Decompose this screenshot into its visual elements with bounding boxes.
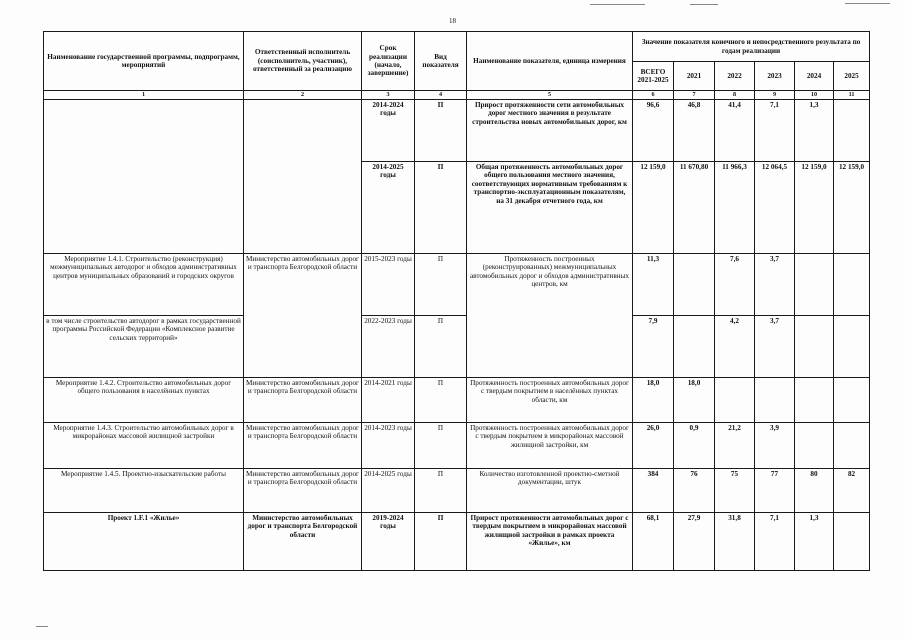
value-2024: 1,3 [795, 100, 834, 162]
row-indicator: Протяженность построенных автомобильных дорог с твердым покрытием в населённых пунктах области, км [467, 378, 633, 423]
column-number: 3 [362, 91, 415, 100]
row-name: Мероприятие 1.4.2. Строительство автомобильных дорог общего пользования в населённых пунктах [44, 378, 244, 423]
row-kind: П [415, 469, 467, 513]
row-term: 2014-2025 годы [362, 162, 415, 254]
row-kind: П [415, 162, 467, 254]
value-2024: 1,3 [795, 513, 834, 571]
row-indicator: Общая протяженность автомобильных дорог общего пользования местного значения, соответствующих нормативным требованиям к транспортно-эксплуатационным показателям, на 31 декабря отчетного года, км [467, 162, 633, 254]
row-kind: П [415, 254, 467, 316]
value-2022: 7,6 [715, 254, 755, 316]
row-name: Мероприятие 1.4.3. Строительство автомобильных дорог в микрорайонах массовой жилищной застройки [44, 423, 244, 469]
header-year: 2025 [834, 62, 870, 91]
row-name: Мероприятие 1.4.1. Строительство (реконструкция) межмуниципальных автодорог и обходов административных центров муниципальных образований и городских округов [44, 254, 244, 316]
row-indicator: Протяженность построенных (реконструированных) межмуниципальных автомобильных дорог и обходов административных центров, км [467, 254, 633, 378]
row-term: 2022-2023 годы [362, 316, 415, 378]
row-executor: Министерство автомобильных дорог и транспорта Белгородской области [244, 469, 362, 513]
row-term: 2014-2021 годы [362, 378, 415, 423]
value-2022: 41,4 [715, 100, 755, 162]
row-indicator: Протяженность построенных автомобильных дорог с твердым покрытием в микрорайонах массовой жилищной застройки, км [467, 423, 633, 469]
row-term: 2014-2023 годы [362, 423, 415, 469]
scan-mark [845, 3, 890, 4]
row-kind: П [415, 316, 467, 378]
value-2022: 31,8 [715, 513, 755, 571]
column-number: 8 [715, 91, 755, 100]
row-kind: П [415, 378, 467, 423]
value-2022: 4,2 [715, 316, 755, 378]
column-number: 10 [795, 91, 834, 100]
header-year: 2024 [795, 62, 834, 91]
column-number: 5 [467, 91, 633, 100]
row-name: в том числе строительство автодорог в рамках государственной программы Российской Федерации «Комплексное развитие сельских территорий» [44, 316, 244, 378]
row-name [44, 100, 244, 254]
column-number: 2 [244, 91, 362, 100]
row-name: Мероприятие 1.4.5. Проектно-изыскательские работы [44, 469, 244, 513]
value-2022: 75 [715, 469, 755, 513]
value-2021: 76 [674, 469, 715, 513]
page-number: 18 [449, 17, 456, 25]
value-total: 68,1 [633, 513, 674, 571]
value-2023: 3,9 [755, 423, 795, 469]
header-year: 2022 [715, 62, 755, 91]
value-2024 [795, 316, 834, 378]
column-number: 7 [674, 91, 715, 100]
value-2024 [795, 378, 834, 423]
value-2023: 7,1 [755, 513, 795, 571]
header-kind: Вид показателя [415, 32, 467, 91]
row-indicator: Прирост протяженности сети автомобильных дорог местного значения в результате строительства новых автомобильных дорог, км [467, 100, 633, 162]
row-kind: П [415, 100, 467, 162]
value-2021: 0,9 [674, 423, 715, 469]
row-executor: Министерство автомобильных дорог и транспорта Белгородской области [244, 254, 362, 378]
header-year: 2023 [755, 62, 795, 91]
value-total: 26,0 [633, 423, 674, 469]
header-indicator: Наименование показателя, единица измерения [467, 32, 633, 91]
row-executor: Министерство автомобильных дорог и транспорта Белгородской области [244, 378, 362, 423]
value-2025 [834, 423, 870, 469]
header-name: Наименование государственной программы, подпрограмм, мероприятий [44, 32, 244, 91]
row-executor: Министерство автомобильных дорог и транспорта Белгородской области [244, 423, 362, 469]
column-number: 9 [755, 91, 795, 100]
column-number: 11 [834, 91, 870, 100]
value-2025 [834, 513, 870, 571]
value-2025 [834, 100, 870, 162]
value-2024 [795, 423, 834, 469]
row-indicator: Прирост протяженности автомобильных дорог с твердым покрытием в микрорайонах массовой жилищной застройки в рамках проекта «Жилье», км [467, 513, 633, 571]
row-name: Проект 1.F.1 «Жилье» [44, 513, 244, 571]
value-total: 11,3 [633, 254, 674, 316]
value-2021: 11 670,80 [674, 162, 715, 254]
header-values-group: Значение показателя конечного и непосредственного результата по годам реализации [633, 32, 870, 62]
value-2025 [834, 316, 870, 378]
row-kind: П [415, 423, 467, 469]
value-2023: 12 064,5 [755, 162, 795, 254]
value-2021 [674, 254, 715, 316]
column-number: 1 [44, 91, 244, 100]
value-2023: 3,7 [755, 316, 795, 378]
value-total: 18,0 [633, 378, 674, 423]
column-number: 4 [415, 91, 467, 100]
value-2025: 12 159,0 [834, 162, 870, 254]
column-number: 6 [633, 91, 674, 100]
header-executor: Ответственный исполнитель (соисполнитель, участник), ответственный за реализацию [244, 32, 362, 91]
row-executor: Министерство автомобильных дорог и транспорта Белгородской области [244, 513, 362, 571]
value-total: 96,6 [633, 100, 674, 162]
row-kind: П [415, 513, 467, 571]
value-2022 [715, 378, 755, 423]
value-total: 7,9 [633, 316, 674, 378]
value-2025: 82 [834, 469, 870, 513]
scan-mark [590, 4, 645, 5]
row-term: 2014-2025 годы [362, 469, 415, 513]
value-2025 [834, 378, 870, 423]
row-term: 2019-2024 годы [362, 513, 415, 571]
scan-mark [690, 4, 718, 5]
value-2021: 18,0 [674, 378, 715, 423]
value-2022: 11 966,3 [715, 162, 755, 254]
value-2024 [795, 254, 834, 316]
value-2021: 27,9 [674, 513, 715, 571]
scan-mark [36, 626, 48, 627]
value-2021 [674, 316, 715, 378]
indicators-table [43, 31, 870, 571]
value-2024: 80 [795, 469, 834, 513]
value-2023 [755, 378, 795, 423]
value-2025 [834, 254, 870, 316]
value-2022: 21,2 [715, 423, 755, 469]
header-year: 2021 [674, 62, 715, 91]
row-indicator: Количество изготовленной проектно-сметной документации, штук [467, 469, 633, 513]
row-executor [244, 100, 362, 254]
row-term: 2015-2023 годы [362, 254, 415, 316]
value-2023: 7,1 [755, 100, 795, 162]
value-2024: 12 159,0 [795, 162, 834, 254]
header-year: ВСЕГО 2021-2025 [633, 62, 674, 91]
row-term: 2014-2024 годы [362, 100, 415, 162]
value-total: 384 [633, 469, 674, 513]
value-2023: 3,7 [755, 254, 795, 316]
value-total: 12 159,0 [633, 162, 674, 254]
value-2023: 77 [755, 469, 795, 513]
value-2021: 46,8 [674, 100, 715, 162]
header-term: Срок реализации (начало, завершение) [362, 32, 415, 91]
